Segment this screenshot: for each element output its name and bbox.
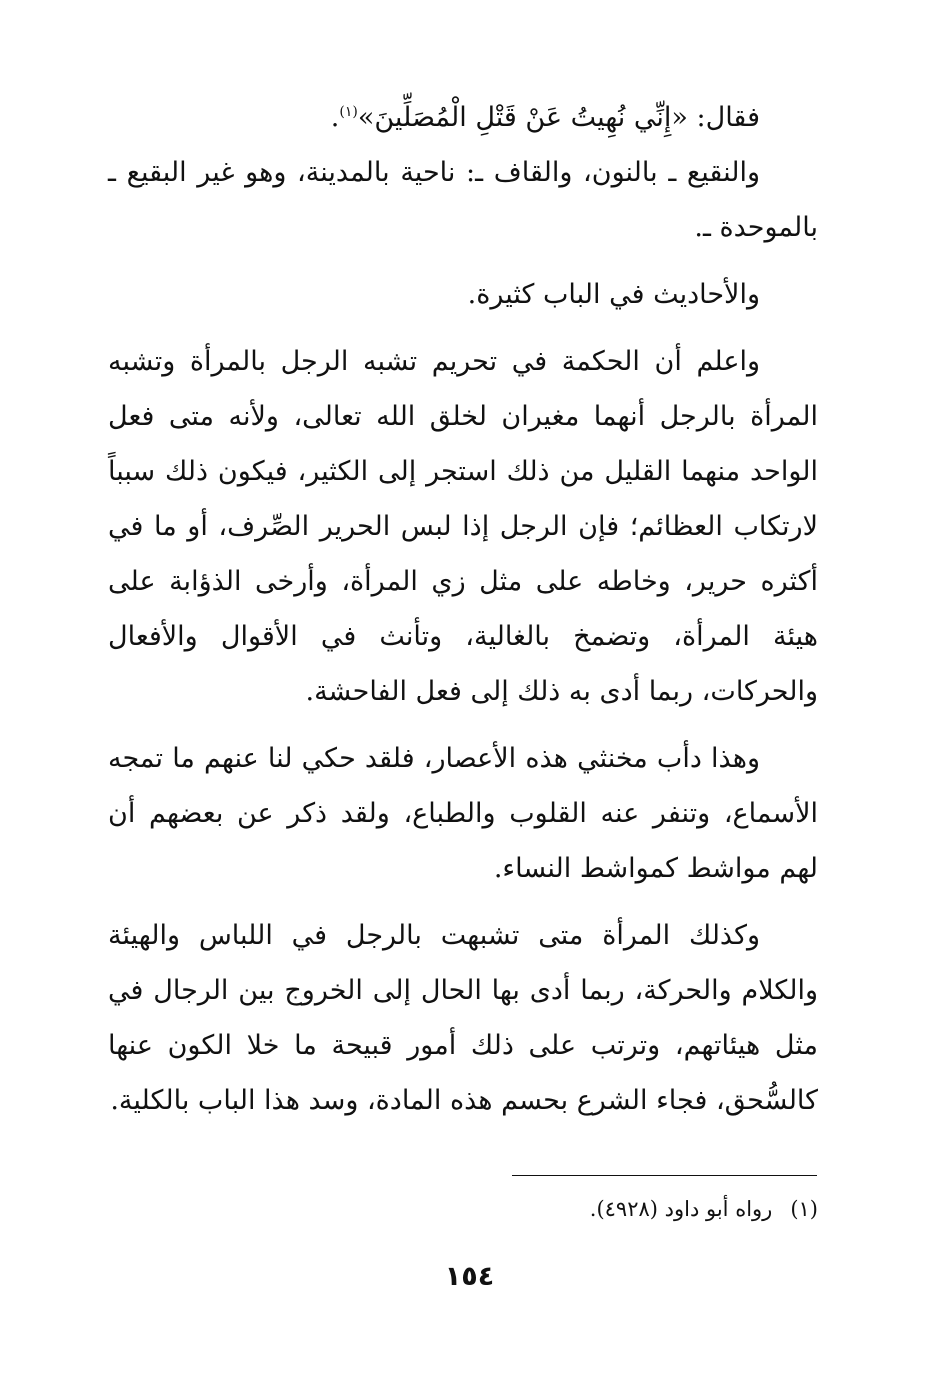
- footnote-reference: (١): [339, 104, 358, 120]
- quote-text: فقال: «إِنِّي نُهِيتُ عَنْ قَتْلِ الْمُصَلِّينَ»: [357, 102, 760, 133]
- quote-end: .: [330, 102, 340, 133]
- footnote-text: رواه أبو داود (٤٩٢٨).: [589, 1197, 773, 1221]
- footnote-number: (١): [790, 1197, 818, 1221]
- footnote: [108, 1194, 818, 1224]
- paragraph-wisdom: واعلم أن الحكمة في تحريم تشبه الرجل بالمرأة وتشبه المرأة بالرجل أنهما مغيران لخلق الله تعالى، ولأنه متى فعل الواحد منهما القليل من ذلك استجر إلى الكثير، فيكون ذلك سبباً لارتكاب العظائم؛ فإن الرجل إذا لبس الحرير الصِّرف، أو ما في أكثره حرير، وخاطه على مثل زي المرأة، وأرخى الذؤابة على هيئة المرأة، وتضمخ بالغالية، وتأنث في الأقوال والأفعال والحركات، ربما أدى به ذلك إلى فعل الفاحشة.: [108, 346, 818, 707]
- paragraph-naqi: والنقيع ـ بالنون، والقاف ـ: ناحية بالمدينة، وهو غير البقيع ـ بالموحدة ـ.: [108, 157, 818, 243]
- footnote-divider: [512, 1175, 817, 1176]
- paragraph-women: وكذلك المرأة متى تشبهت بالرجل في اللباس والهيئة والكلام والحركة، ربما أدى بها الحال إلى الخروج بين الرجال في مثل هيئاتهم، وترتب على ذلك أمور قبيحة ما خلا الكون عنها كالسُّحق، فجاء الشرع بحسم هذه المادة، وسد هذا الباب بالكلية.: [108, 920, 818, 1116]
- page-number: ١٥٤: [444, 1261, 495, 1292]
- paragraph-hadiths: والأحاديث في الباب كثيرة.: [467, 279, 760, 310]
- main-text: [108, 90, 818, 1128]
- paragraph-quote: [108, 90, 818, 145]
- paragraph-effeminates: وهذا دأب مخنثي هذه الأعصار، فلقد حكي لنا عنهم ما تمجه الأسماع، وتنفر عنه القلوب والطباع، ولقد ذكر عن بعضهم أن لهم مواشط كمواشط النساء.: [108, 743, 818, 884]
